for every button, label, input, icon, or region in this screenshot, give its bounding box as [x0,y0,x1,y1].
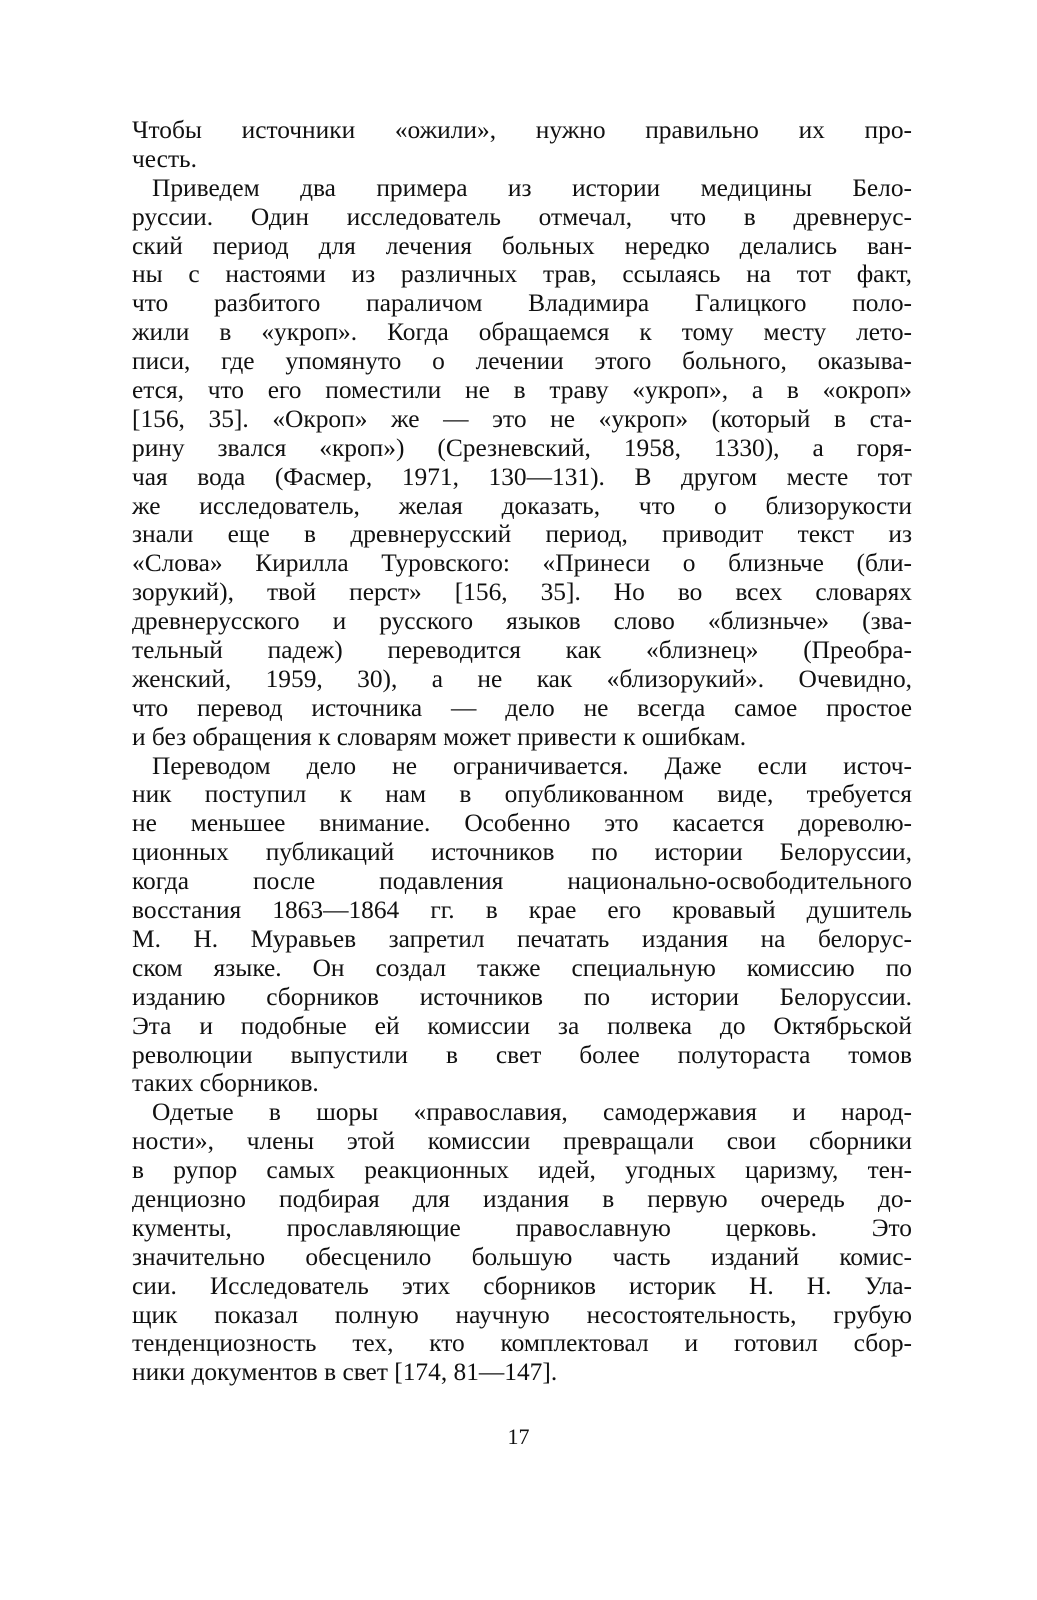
text-line: руссии. Один исследователь отмечал, что в древнерус- [132,202,912,231]
text-line: знали еще в древнерусский период, приводит текст из [132,520,912,549]
text-line: ности», члены этой комиссии превращали свои сборники [132,1127,912,1156]
text-line: щик показал полную научную несостоятельность, грубую [132,1300,912,1329]
text-line: женский, 1959, 30), а не как «близорукий». Очевидно, [132,664,912,693]
text-line: не меньшее внимание. Особенно это касается дореволю- [132,809,912,838]
text-line: честь. [132,144,197,173]
text-line: «Слова» Кирилла Туровского: «Принеси о близньче (бли- [132,549,912,578]
paragraph [132,174,912,752]
text-line: восстания 1863—1864 гг. в крае его кровавый душитель [132,896,912,925]
text-line: что перевод источника — дело не всегда самое простое [132,693,912,722]
text-line: зорукий), твой перст» [156, 35]. Но во всех словарях [132,578,912,607]
text-line: ники документов в свет [174, 81—147]. [132,1358,558,1387]
page-number: 17 [507,1424,530,1449]
text-line: М. Н. Муравьев запретил печатать издания на белорус- [132,924,912,953]
text-line: рину звался «кроп») (Срезневский, 1958, 1330), а горя- [132,433,912,462]
text-line: ны с настоями из различных трав, ссылаясь на тот факт, [132,260,912,289]
text-line: ник поступил к нам в опубликованном виде, требуется [132,780,912,809]
text-line: когда после подавления национально-освободительного [132,867,912,896]
text-line: тенденциозность тех, кто комплектовал и готовил сбор- [132,1329,912,1358]
text-line: ционных публикаций источников по истории Белоруссии, [132,838,912,867]
text-line: тельный падеж) переводится как «близнец» (Преобра- [132,636,912,665]
text-line: же исследователь, желая доказать, что о близорукости [132,491,912,520]
text-line: таких сборников. [132,1069,319,1098]
text-line: Переводом дело не ограничивается. Даже если источ- [152,751,912,780]
text-line: что разбитого параличом Владимира Галицкого поло- [132,289,912,318]
text-line: Эта и подобные ей комиссии за полвека до Октябрьской [132,1011,912,1040]
text-line: изданию сборников источников по истории Белоруссии. [132,982,912,1011]
text-line: значительно обесценило большую часть изданий комис- [132,1242,912,1271]
text-line: Одетые в шоры «православия, самодержавия и народ- [152,1098,912,1127]
text-line: ский период для лечения больных нередко делались ван- [132,231,912,260]
text-line: писи, где упомянуто о лечении этого больного, оказыва- [132,347,912,376]
text-line: Чтобы источники «ожили», нужно правильно их про- [132,116,912,144]
paragraph [132,1098,912,1387]
text-line: чая вода (Фасмер, 1971, 130—131). В другом месте тот [132,462,912,491]
text-line: ется, что его поместили не в траву «укроп», а в «окроп» [132,376,912,405]
text-line: революции выпустили в свет более полутораста томов [132,1040,912,1069]
paragraph [132,752,912,1099]
text-line: [156, 35]. «Окроп» же — это не «укроп» (который в ста- [132,404,912,433]
text-line: и без обращения к словарям может привести к ошибкам. [132,722,747,751]
text-line: денциозно подбирая для издания в первую очередь до- [132,1184,912,1213]
text-line: ском языке. Он создал также специальную комиссию по [132,953,912,982]
paragraph [132,116,912,174]
text-line: жили в «укроп». Когда обращаемся к тому месту лето- [132,318,912,347]
text-line: Приведем два примера из истории медицины Бело- [152,173,912,202]
text-line: в рупор самых реакционных идей, угодных царизму, тен- [132,1156,912,1185]
text-line: сии. Исследователь этих сборников историк Н. Н. Ула- [132,1271,912,1300]
body-text [132,116,912,1387]
text-line: кументы, прославляющие православную церковь. Это [132,1213,912,1242]
text-line: древнерусского и русского языков слово «близньче» (зва- [132,607,912,636]
